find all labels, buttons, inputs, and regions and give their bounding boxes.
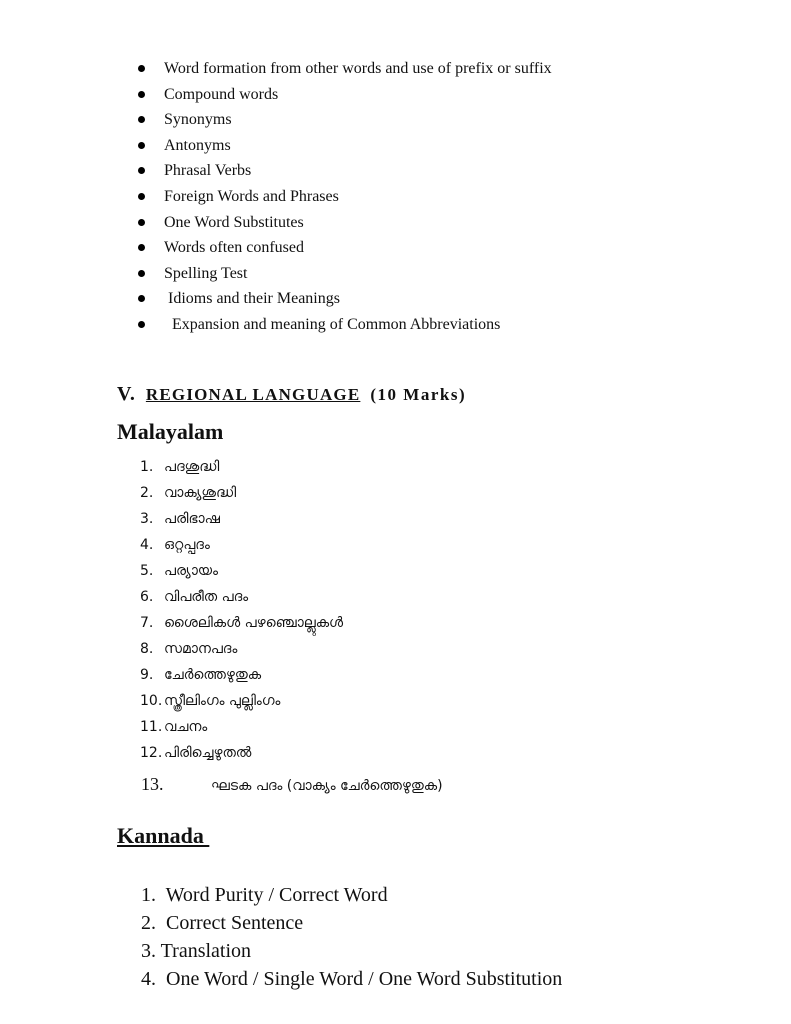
section-number: V.	[117, 383, 136, 405]
list-item: 8. സമാനപദം	[140, 641, 238, 657]
list-item: Idioms and their Meanings	[136, 288, 552, 314]
list-item: 4. ഒറ്റപ്പദം	[140, 537, 210, 553]
list-item: 13. ഘടക പദം (വാക്യം ചേർത്തെഴുതുക)	[141, 774, 443, 794]
malayalam-topics-list	[140, 456, 343, 768]
list-item: 6. വിപരീത പദം	[140, 589, 249, 605]
bullet-icon	[138, 142, 145, 149]
list-item: 3. Translation	[141, 940, 252, 962]
section-marks: (10 Marks)	[370, 385, 467, 404]
list-item: 7. ശൈലികൾ പഴഞ്ചൊല്ലുകൾ	[140, 615, 344, 631]
bullet-icon	[138, 270, 145, 277]
list-item: 9. ചേർത്തെഴുതുക	[140, 667, 262, 683]
list-item: 2. Correct Sentence	[141, 912, 304, 934]
bullet-icon	[138, 244, 145, 251]
list-item: 1. പദശുദ്ധി	[140, 459, 220, 475]
bullet-icon	[138, 167, 145, 174]
list-item: Antonyms	[136, 135, 552, 161]
vocabulary-topics-list	[136, 58, 552, 340]
list-item: 5. പര്യായം	[140, 563, 218, 579]
list-item: 2. വാക്യശുദ്ധി	[140, 485, 237, 501]
section-title: REGIONAL LANGUAGE	[145, 385, 361, 404]
bullet-icon	[138, 321, 145, 328]
list-item: One Word Substitutes	[136, 212, 552, 238]
kannada-topics-list	[141, 882, 562, 994]
list-item: Foreign Words and Phrases	[136, 186, 552, 212]
list-item: Synonyms	[136, 109, 552, 135]
list-item: 12. പിരിച്ചെഴുതൽ	[140, 745, 252, 761]
kannada-heading: Kannada	[117, 823, 210, 848]
bullet-icon	[138, 219, 145, 226]
list-item: Word formation from other words and use of prefix or suffix	[136, 58, 552, 84]
list-item: Words often confused	[136, 237, 552, 263]
list-item: Spelling Test	[136, 263, 552, 289]
list-item: 10. സ്ത്രീലിംഗം പുല്ലിംഗം	[140, 693, 281, 709]
list-item: Compound words	[136, 84, 552, 110]
list-item: 1. Word Purity / Correct Word	[141, 884, 388, 906]
list-item: Phrasal Verbs	[136, 160, 552, 186]
bullet-icon	[138, 91, 145, 98]
list-item: Expansion and meaning of Common Abbreviations	[136, 314, 552, 340]
bullet-icon	[138, 116, 145, 123]
list-item: 3. പരിഭാഷ	[140, 511, 220, 527]
malayalam-heading: Malayalam	[117, 419, 224, 444]
bullet-icon	[138, 295, 145, 302]
list-item: 4. One Word / Single Word / One Word Substitution	[141, 968, 563, 990]
bullet-icon	[138, 193, 145, 200]
list-item: 11. വചനം	[140, 719, 208, 735]
bullet-icon	[138, 65, 145, 72]
section-heading	[117, 383, 466, 406]
